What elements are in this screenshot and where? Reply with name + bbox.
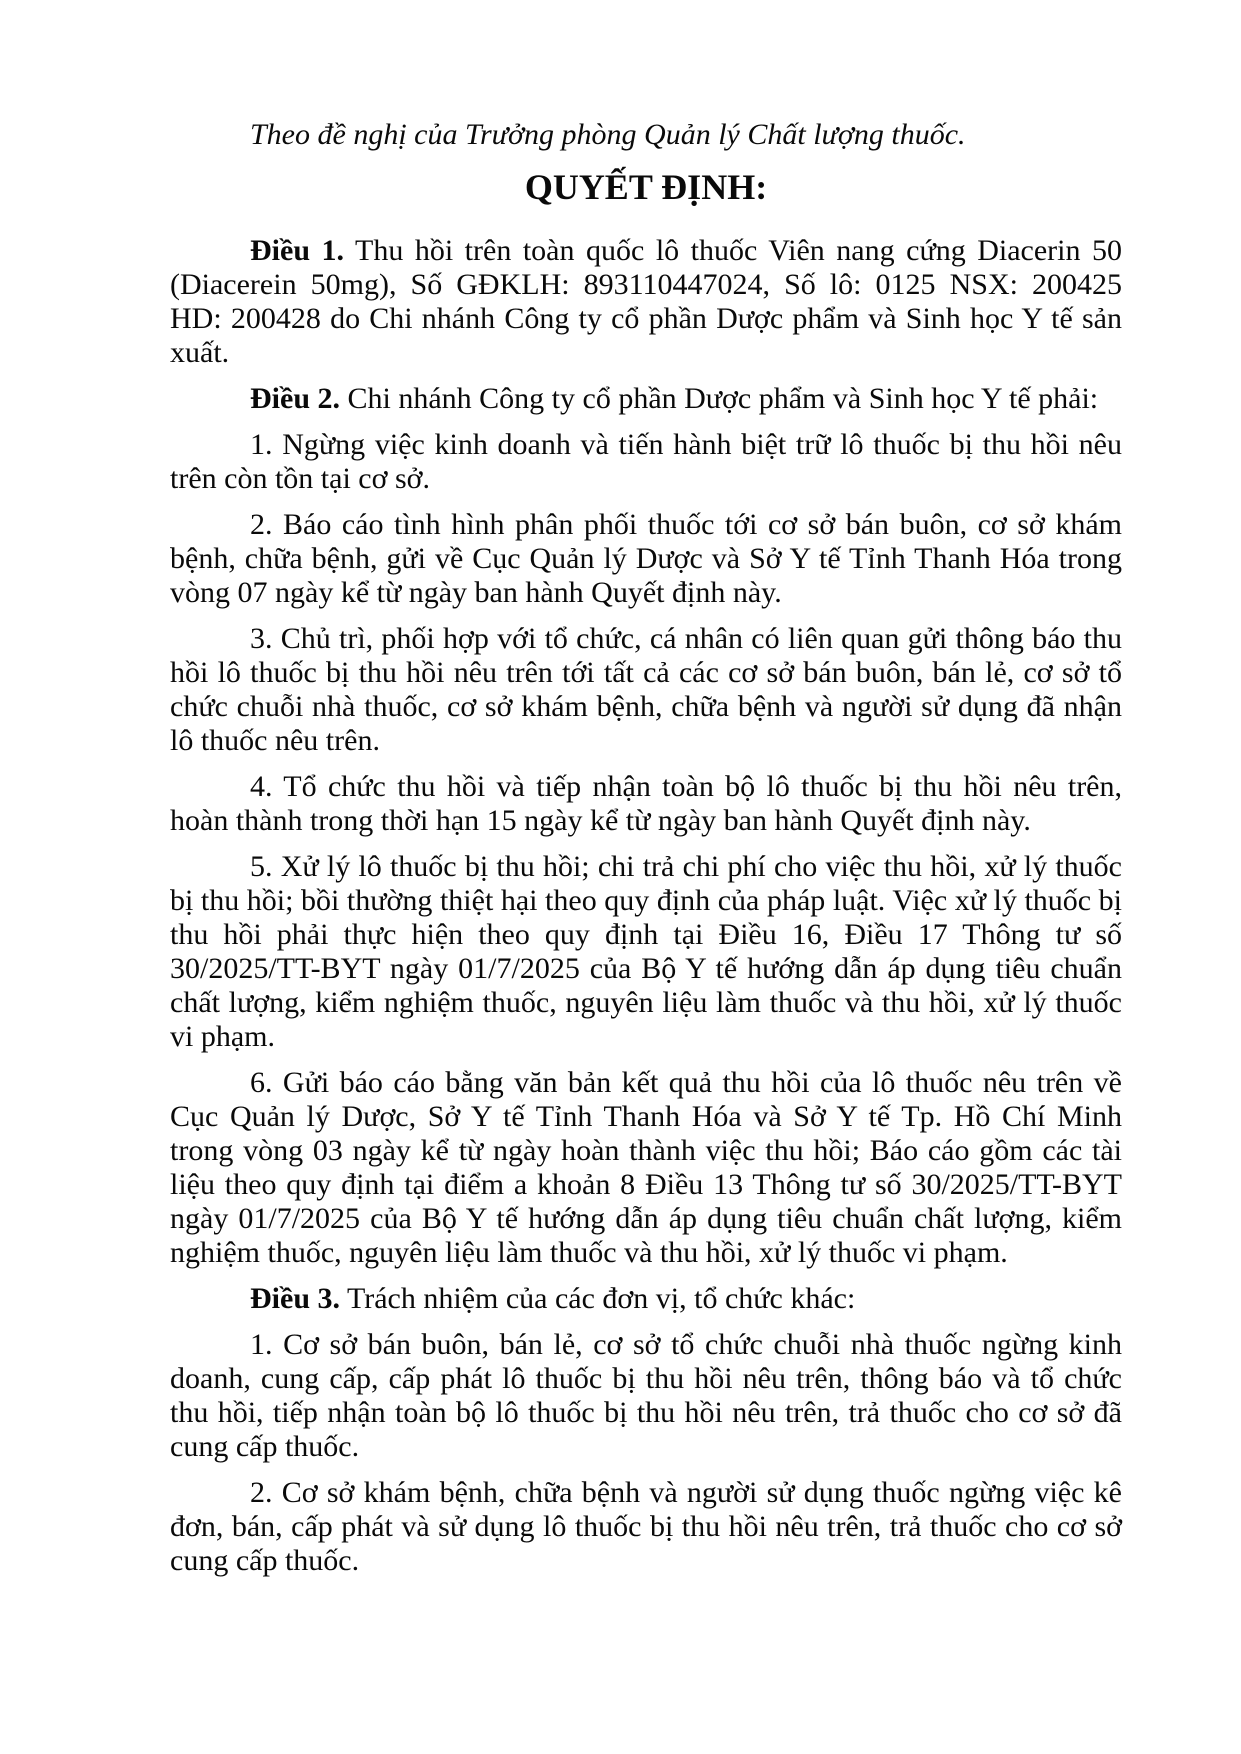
article-3-item-2: 2. Cơ sở khám bệnh, chữa bệnh và người sử dụng thuốc ngừng việc kê đơn, bán, cấp phát và sử dụng lô thuốc bị thu hồi nêu trên, trả thuốc cho cơ sở cung cấp thuốc.: [170, 1476, 1122, 1577]
article-3-item-1: 1. Cơ sở bán buôn, bán lẻ, cơ sở tổ chức chuỗi nhà thuốc ngừng kinh doanh, cung cấp, cấp phát lô thuốc bị thu hồi nêu trên, thông báo và tổ chức thu hồi, tiếp nhận toàn bộ lô thuốc bị thu hồi nêu trên, trả thuốc cho cơ sở đã cung cấp thuốc.: [170, 1328, 1122, 1463]
article-3-paragraph: [170, 1282, 1122, 1316]
proposal-intro-line: Theo đề nghị của Trưởng phòng Quản lý Chất lượng thuốc.: [250, 118, 966, 151]
article-2-item-4: 4. Tổ chức thu hồi và tiếp nhận toàn bộ lô thuốc bị thu hồi nêu trên, hoàn thành trong thời hạn 15 ngày kể từ ngày ban hành Quyết định này.: [170, 770, 1122, 837]
article-1-label: Điều 1.: [250, 234, 345, 267]
article-3-text: Trách nhiệm của các đơn vị, tổ chức khác:: [346, 1282, 856, 1315]
article-2-item-1: 1. Ngừng việc kinh doanh và tiến hành biệt trữ lô thuốc bị thu hồi nêu trên còn tồn tại cơ sở.: [170, 428, 1122, 495]
article-3-label: Điều 3.: [250, 1282, 340, 1315]
article-2-item-5: 5. Xử lý lô thuốc bị thu hồi; chi trả chi phí cho việc thu hồi, xử lý thuốc bị thu hồi; bồi thường thiệt hại theo quy định của pháp luật. Việc xử lý thuốc bị thu hồi phải thực hiện theo quy định tại Điều 16, Điều 17 Thông tư số 30/2025/TT-BYT ngày 01/7/2025 của Bộ Y tế hướng dẫn áp dụng tiêu chuẩn chất lượng, kiểm nghiệm thuốc, nguyên liệu làm thuốc và thu hồi, xử lý thuốc vi phạm.: [170, 850, 1122, 1053]
article-1-text: Thu hồi trên toàn quốc lô thuốc Viên nang cứng Diacerin 50 (Diacerein 50mg), Số GĐKLH: 893110447024, Số lô: 0125 NSX: 200425 HD: 200428 do Chi nhánh Công ty cổ phần Dược phẩm và Sinh học Y tế sản xuất.: [170, 234, 1123, 369]
decision-title: QUYẾT ĐỊNH:: [524, 167, 768, 207]
article-2-label: Điều 2.: [250, 382, 340, 415]
article-2-item-3: 3. Chủ trì, phối hợp với tổ chức, cá nhân có liên quan gửi thông báo thu hồi lô thuốc bị thu hồi nêu trên tới tất cả các cơ sở bán buôn, bán lẻ, cơ sở tổ chức chuỗi nhà thuốc, cơ sở khám bệnh, chữa bệnh và người sử dụng đã nhận lô thuốc nêu trên.: [170, 622, 1122, 757]
article-2-item-6: 6. Gửi báo cáo bằng văn bản kết quả thu hồi của lô thuốc nêu trên về Cục Quản lý Dược, Sở Y tế Tỉnh Thanh Hóa và Sở Y tế Tp. Hồ Chí Minh trong vòng 03 ngày kể từ ngày hoàn thành việc thu hồi; Báo cáo gồm các tài liệu theo quy định tại điểm a khoản 8 Điều 13 Thông tư số 30/2025/TT-BYT ngày 01/7/2025 của Bộ Y tế hướng dẫn áp dụng tiêu chuẩn chất lượng, kiểm nghiệm thuốc, nguyên liệu làm thuốc và thu hồi, xử lý thuốc vi phạm.: [170, 1066, 1122, 1269]
article-2-item-2: 2. Báo cáo tình hình phân phối thuốc tới cơ sở bán buôn, cơ sở khám bệnh, chữa bệnh, gửi về Cục Quản lý Dược và Sở Y tế Tỉnh Thanh Hóa trong vòng 07 ngày kể từ ngày ban hành Quyết định này.: [170, 508, 1122, 609]
article-2-text: Chi nhánh Công ty cổ phần Dược phẩm và Sinh học Y tế phải:: [347, 382, 1099, 415]
article-1-paragraph: [170, 234, 1122, 370]
article-2-paragraph: [170, 382, 1122, 416]
